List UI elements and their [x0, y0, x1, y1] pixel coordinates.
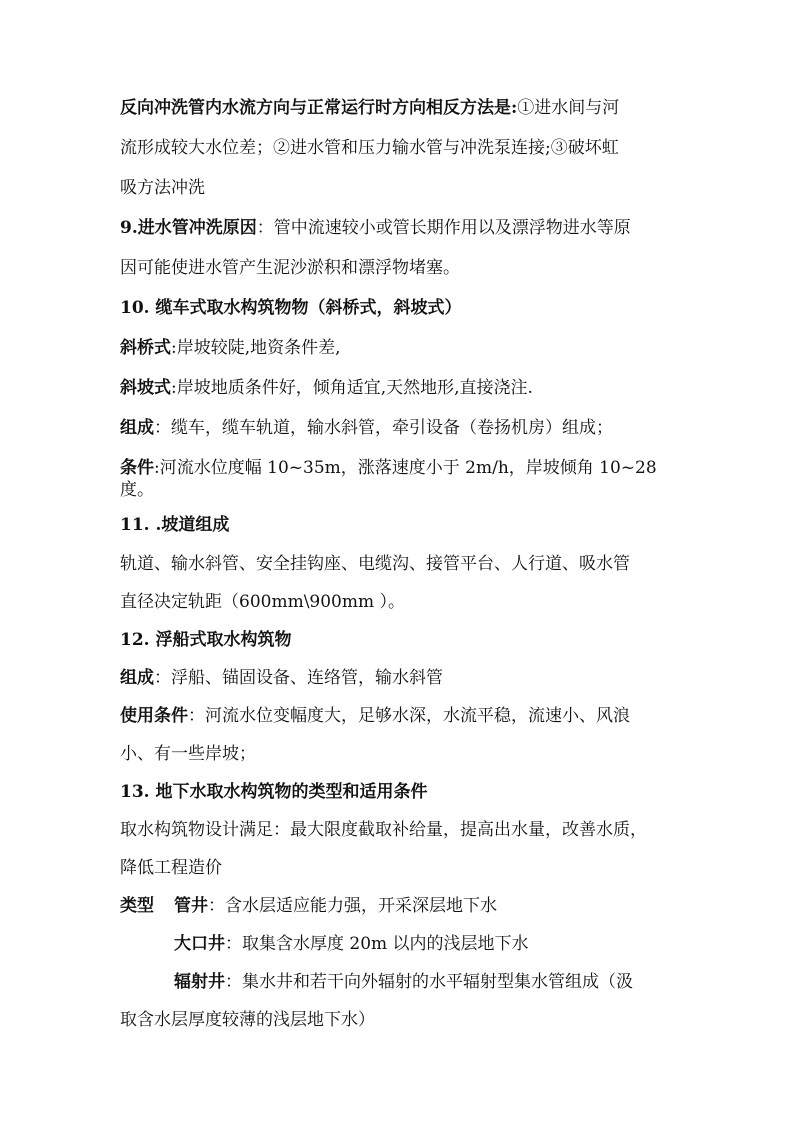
reverse-flush-line-2: 流形成较大水位差；②进水管和压力输水管与冲洗泵连接;③破坏虹 [120, 138, 619, 158]
guanjing-label: 管井 [174, 896, 208, 916]
zucheng-10-text: ：缆车，缆车轨道，输水斜管，牵引设备（卷扬机房）组成； [154, 418, 613, 438]
item-9-line-2: 因可能使进水管产生泥沙淤积和漂浮物堵塞。 [120, 258, 460, 278]
guanjing-text: ：含水层适应能力强，开采深层地下水 [208, 896, 497, 916]
type-fushejing-line-2: 取含水层厚度较薄的浅层地下水） [120, 1010, 375, 1030]
item-9-line-1 [120, 208, 680, 248]
type-dakoujing-line [120, 925, 680, 963]
item-9-text: ：管中流速较小或管长期作用以及漂浮物进水等原 [256, 218, 631, 238]
xieqiao-line [120, 328, 680, 368]
zucheng-12-label: 组成 [120, 668, 154, 688]
reverse-flush-lead: 反向冲洗管内水流方向与正常运行时方向相反方法是: [120, 98, 518, 118]
fushejing-text: ：集水井和若干向外辐射的水平辐射型集水管组成（汲 [225, 972, 633, 992]
xieqiao-text: :岸坡较陡,地资条件差, [171, 338, 341, 358]
tiaojian-10-text: :河流水位度幅 10~35m，涨落速度小于 2m/h，岸坡倾角 10~28 [154, 458, 657, 478]
item-13-line-2: 降低工程造价 [120, 858, 222, 878]
item-11-line-1: 轨道、输水斜管、安全挂钩座、电缆沟、接管平台、人行道、吸水管 [120, 554, 630, 574]
xieqiao-label: 斜桥式 [120, 338, 171, 358]
item-13-line-1: 取水构筑物设计满足：最大限度截取补给量，提高出水量，改善水质， [120, 820, 647, 840]
tiaojian-10-line-2: 度。 [120, 480, 154, 500]
heading-13: 13. 地下水取水构筑物的类型和适用条件 [120, 782, 428, 802]
document-page [120, 88, 680, 1039]
xiepo-line [120, 368, 680, 408]
shiyong-12-line-2: 小、有一些岸坡； [120, 744, 256, 764]
type-guanjing-line [120, 887, 680, 925]
dakoujing-text: ：取集含水厚度 20m 以内的浅层地下水 [225, 934, 529, 954]
heading-12: 12. 浮船式取水构筑物 [120, 630, 292, 650]
tiaojian-10-line-1 [120, 457, 680, 479]
type-fushejing-line-1 [120, 963, 680, 1001]
shiyong-12-text: ：河流水位变幅度大，足够水深，水流平稳，流速小、风浪 [188, 706, 630, 726]
xiepo-text: :岸坡地质条件好，倾角适宜,天然地形,直接浇注. [171, 378, 533, 398]
reverse-flush-line-1 [120, 88, 680, 128]
reverse-flush-text: ①进水间与河 [517, 98, 620, 118]
fushejing-label: 辐射井 [174, 972, 225, 992]
zucheng-10-label: 组成 [120, 418, 154, 438]
type-label: 类型 [120, 896, 154, 916]
item-9-lead: 9.进水管冲洗原因 [120, 218, 257, 238]
tiaojian-10-label: 条件 [120, 458, 154, 478]
heading-11: 11. .坡道组成 [120, 515, 230, 535]
reverse-flush-line-3: 吸方法冲洗 [120, 178, 205, 198]
zucheng-10-line [120, 408, 680, 448]
zucheng-12-text: ：浮船、锚固设备、连络管，输水斜管 [154, 668, 443, 688]
dakoujing-label: 大口井 [174, 934, 225, 954]
shiyong-12-label: 使用条件 [120, 706, 188, 726]
zucheng-12-line [120, 659, 680, 697]
xiepo-label: 斜坡式 [120, 378, 171, 398]
item-11-line-2: 直径决定轨距（600mm\900mm ）。 [120, 592, 406, 612]
heading-10: 10. 缆车式取水构筑物物（斜桥式，斜坡式） [120, 298, 462, 318]
shiyong-12-line-1 [120, 697, 680, 735]
